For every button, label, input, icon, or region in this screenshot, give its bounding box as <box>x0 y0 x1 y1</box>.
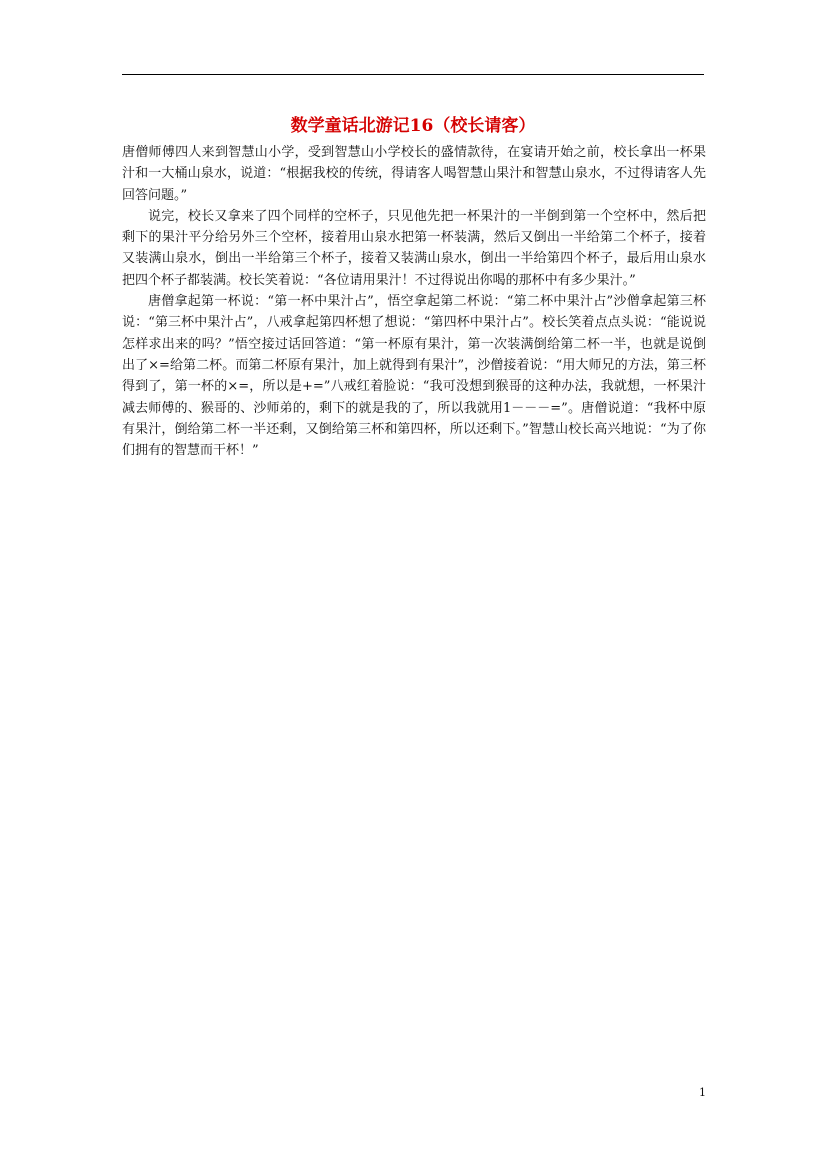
document-title: 数学童话北游记16（校长请客） <box>290 116 536 136</box>
paragraph-intro: 唐僧师傅四人来到智慧山小学，受到智慧山小学校长的盛情款待，在宴请开始之前，校长拿出一杯果汁和一大桶山泉水，说道：“根据我校的传统，得请客人喝智慧山果汁和智慧山泉水，不过得请客人先回答问题。” <box>122 145 706 203</box>
paragraph-answers: 唐僧拿起第一杯说：“第一杯中果汁占”，悟空拿起第二杯说：“第二杯中果汁占”沙僧拿起第三杯说：“第三杯中果汁占”，八戒拿起第四杯想了想说：“第四杯中果汁占”。校长笑着点点头说：“能说说怎样求出来的吗？”悟空接过话回答道：“第一杯原有果汁，第一次装满倒给第二杯一半，也就是说倒出了×=给第二杯。而第二杯原有果汁，加上就得到有果汁”，沙僧接着说：“用大师兄的方法，第三杯得到了，第一杯的×=，所以是+=”八戒红着脸说：“我可没想到猴哥的这种办法，我就想，一杯果汁减去师傅的、猴哥的、沙师弟的，剩下的就是我的了，所以我就用1－－－=”。唐僧说道：“我杯中原有果汁，倒给第二杯一半还剩，又倒给第三杯和第四杯，所以还剩下。”智慧山校长高兴地说：“为了你们拥有的智慧而干杯！” <box>122 294 706 459</box>
header-rule <box>122 74 704 75</box>
paragraph-cups: 说完，校长又拿来了四个同样的空杯子，只见他先把一杯果汁的一半倒到第一个空杯中，然后把剩下的果汁平分给另外三个空杯，接着用山泉水把第一杯装满，然后又倒出一半给第二个杯子，接着又装满山泉水，倒出一半给第三个杯子，接着又装满山泉水，倒出一半给第四个杯子，最后用山泉水把四个杯子都装满。校长笑着说：“各位请用果汁！不过得说出你喝的那杯中有多少果汁。” <box>122 208 706 288</box>
document-body <box>122 142 706 461</box>
page-number: 1 <box>699 1086 706 1099</box>
